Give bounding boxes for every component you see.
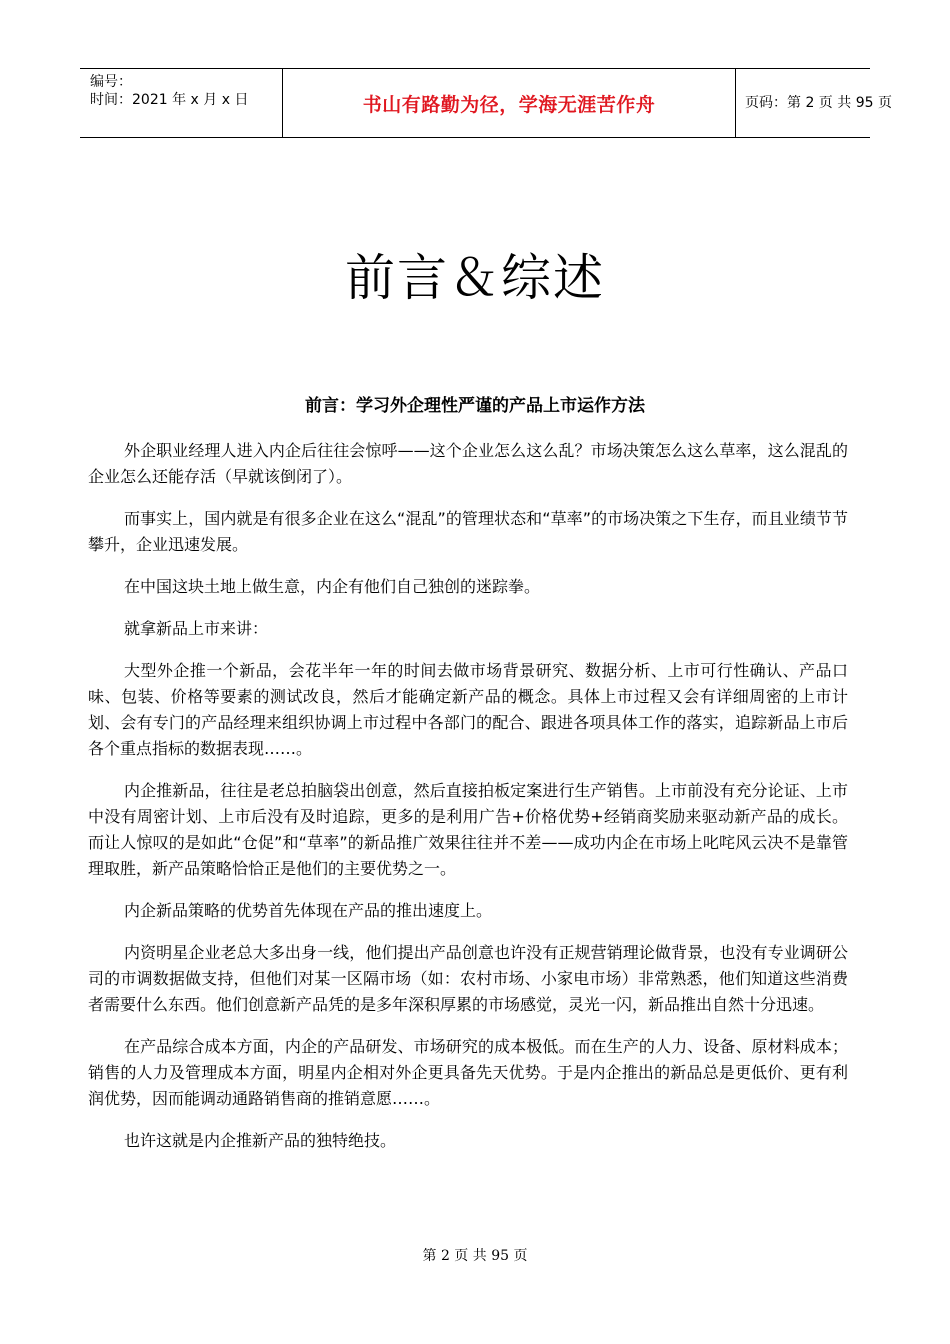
paragraph: 内企新品策略的优势首先体现在产品的推出速度上。 <box>124 901 493 920</box>
paragraph: 大型外企推一个新品，会花半年一年的时间去做市场背景研究、数据分析、上市可行性确认、产品口味、包装、价格等要素的测试改良，然后才能确定新产品的概念。具体上市过程又会有详细周密的上市计划、会有专门的产品经理来组织协调上市过程中各部门的配合、跟进各项具体工作的落实，追踪新品上市后各个重点指标的数据表现……。 <box>88 661 848 758</box>
paragraph: 在产品综合成本方面，内企的产品研发、市场研究的成本极低。而在生产的人力、设备、原材料成本；销售的人力及管理成本方面，明星内企相对外企更具备先天优势。于是内企推出的新品总是更低价、更有利润优势，因而能调动通路销售商的推销意愿……。 <box>88 1037 848 1108</box>
section-subtitle: 前言：学习外企理性严谨的产品上市运作方法 <box>305 396 645 416</box>
header-page-cell <box>735 69 892 137</box>
paragraph: 而事实上，国内就是有很多企业在这么“混乱”的管理状态和“草率”的市场决策之下生存，而且业绩节节攀升，企业迅速发展。 <box>88 509 848 554</box>
body-text <box>88 438 848 1170</box>
page-footer: 第 2 页 共 95 页 <box>422 1248 528 1264</box>
header-motto-cell <box>282 69 736 137</box>
paragraph: 内资明星企业老总大多出身一线，他们提出产品创意也许没有正规营销理论做背景，也没有专业调研公司的市调数据做支持，但他们对某一区隔市场（如：农村市场、小家电市场）非常熟悉，他们知道这些消费者需要什么东西。他们创意新产品凭的是多年深积厚累的市场感觉，灵光一闪，新品推出自然十分迅速。 <box>88 943 848 1014</box>
paragraph: 外企职业经理人进入内企后往往会惊呼——这个企业怎么这么乱？市场决策怎么这么草率，这么混乱的企业怎么还能存活（早就该倒闭了）。 <box>88 441 848 486</box>
paragraph: 在中国这块土地上做生意，内企有他们自己独创的迷踪拳。 <box>124 577 541 596</box>
header-table <box>80 68 892 138</box>
header-info-cell <box>80 69 282 137</box>
motto: 书山有路勤为径，学海无涯苦作舟 <box>362 93 656 116</box>
paragraph: 内企推新品，往往是老总拍脑袋出创意，然后直接拍板定案进行生产销售。上市前没有充分论证、上市中没有周密计划、上市后没有及时追踪，更多的是利用广告+价格优势+经销商奖励来驱动新产品的成长。而让人惊叹的是如此“仓促”和“草率”的新品推广效果往往并不差——成功内企在市场上叱咤风云决不是靠管理取胜，新产品策略恰恰正是他们的主要优势之一。 <box>88 781 848 878</box>
page-title: 前言＆综述 <box>345 249 605 307</box>
number-label: 编号： <box>90 74 132 90</box>
paragraph: 就拿新品上市来讲： <box>124 619 269 638</box>
time-label: 时间：2021 年 x 月 x 日 <box>90 92 249 108</box>
paragraph: 也许这就是内企推新产品的独特绝技。 <box>124 1131 397 1150</box>
page-number-label: 页码：第 2 页 共 95 页 <box>745 95 892 111</box>
